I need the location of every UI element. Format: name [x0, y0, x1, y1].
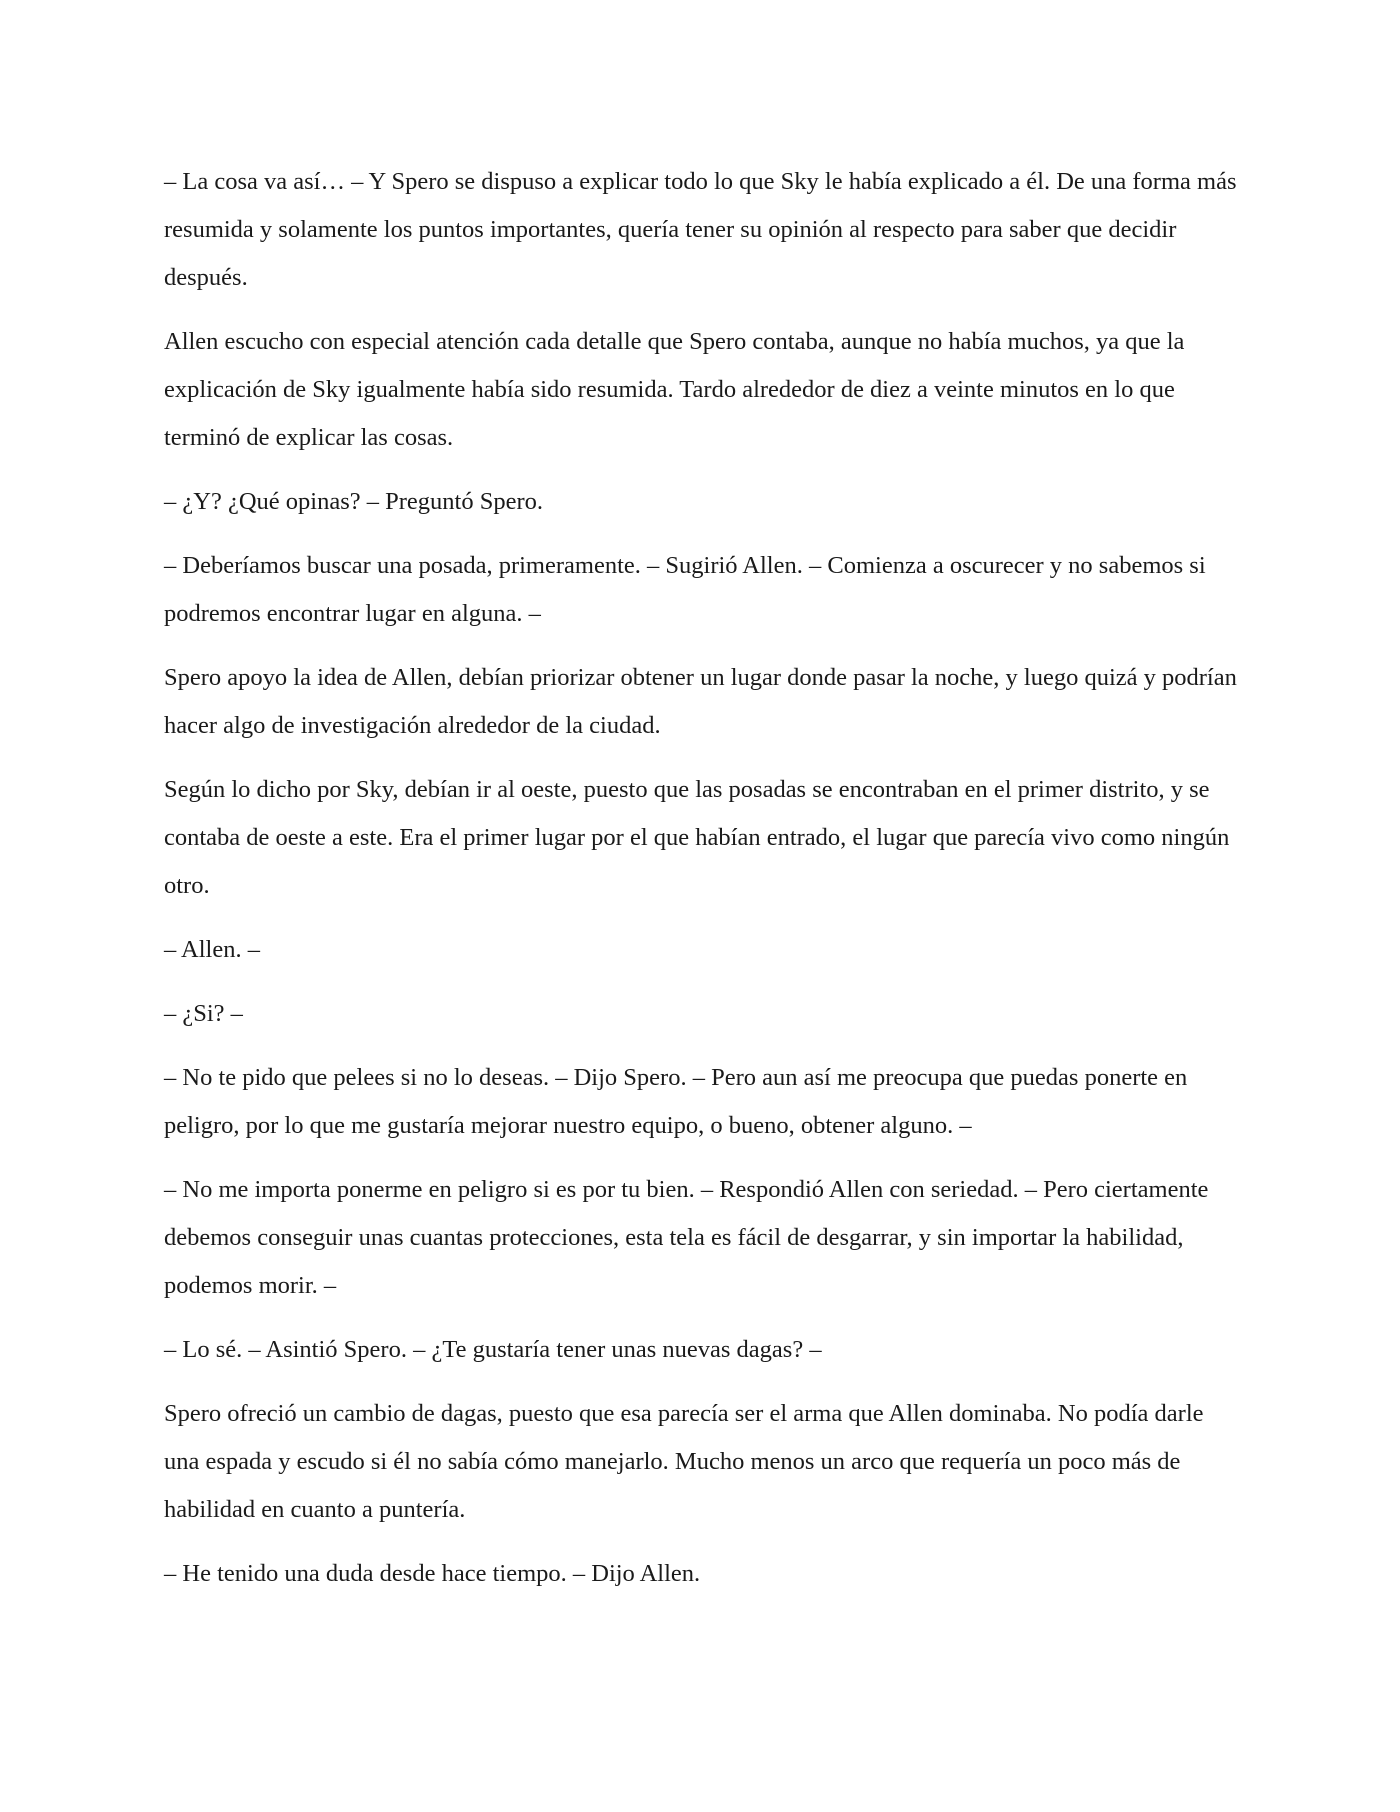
paragraph: – ¿Y? ¿Qué opinas? – Preguntó Spero. — [164, 488, 543, 515]
paragraph: – Deberíamos buscar una posada, primeramente. – Sugirió Allen. – Comienza a oscurecer y no sabemos si podremos encontrar lugar en alguna. – — [164, 552, 1206, 627]
paragraph: Spero apoyo la idea de Allen, debían priorizar obtener un lugar donde pasar la noche, y luego quizá y podrían hacer algo de investigación alrededor de la ciudad. — [164, 664, 1237, 739]
paragraph: – ¿Si? – — [164, 1000, 243, 1027]
paragraph: – He tenido una duda desde hace tiempo. – Dijo Allen. — [164, 1560, 701, 1587]
document-body — [164, 158, 1244, 1614]
paragraph: – No me importa ponerme en peligro si es por tu bien. – Respondió Allen con seriedad. – Pero ciertamente debemos conseguir unas cuantas protecciones, esta tela es fácil de desgarrar, y sin importar la habilidad, podemos morir. – — [164, 1176, 1209, 1299]
paragraph: Allen escucho con especial atención cada detalle que Spero contaba, aunque no había muchos, ya que la explicación de Sky igualmente había sido resumida. Tardo alrededor de diez a veinte minutos en lo que terminó de explicar las cosas. — [164, 328, 1185, 451]
paragraph: Spero ofreció un cambio de dagas, puesto que esa parecía ser el arma que Allen dominaba. No podía darle una espada y escudo si él no sabía cómo manejarlo. Mucho menos un arco que requería un poco más de habilidad en cuanto a puntería. — [164, 1400, 1204, 1523]
paragraph: Según lo dicho por Sky, debían ir al oeste, puesto que las posadas se encontraban en el primer distrito, y se contaba de oeste a este. Era el primer lugar por el que habían entrado, el lugar que parecía vivo como ningún otro. — [164, 776, 1230, 899]
paragraph: – Lo sé. – Asintió Spero. – ¿Te gustaría tener unas nuevas dagas? – — [164, 1336, 822, 1363]
paragraph: – Allen. – — [164, 936, 260, 963]
paragraph: – No te pido que pelees si no lo deseas. – Dijo Spero. – Pero aun así me preocupa que puedas ponerte en peligro, por lo que me gustaría mejorar nuestro equipo, o bueno, obtener alguno. – — [164, 1064, 1188, 1139]
paragraph: – La cosa va así… – Y Spero se dispuso a explicar todo lo que Sky le había explicado a él. De una forma más resumida y solamente los puntos importantes, quería tener su opinión al respecto para saber que decidir después. — [164, 168, 1237, 291]
